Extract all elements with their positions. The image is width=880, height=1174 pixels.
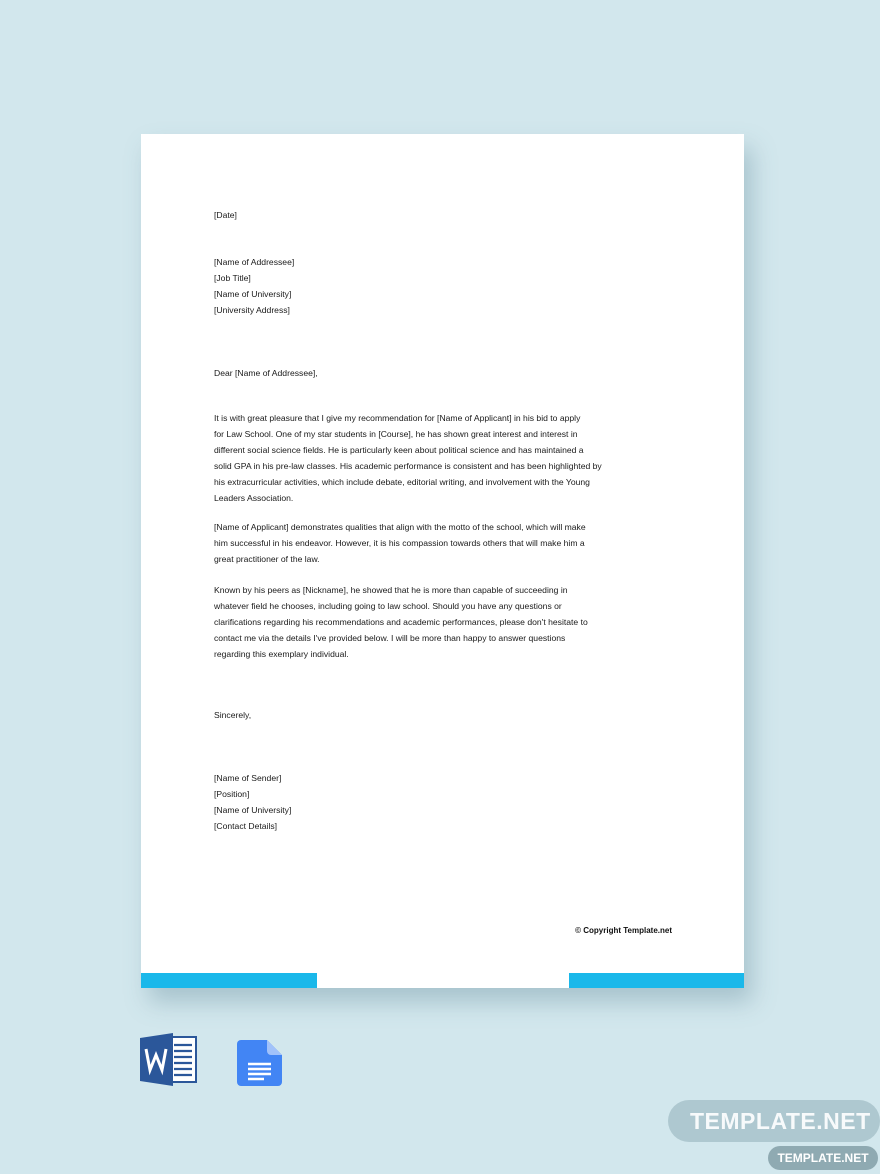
text-line: whatever field he chooses, including going to law school. Should you have any questions or — [214, 601, 562, 611]
text-line: Dear [Name of Addressee], — [214, 368, 318, 378]
text-line: his extracurricular activities, which include debate, editorial writing, and involvement with the Young — [214, 477, 590, 487]
text-line: great practitioner of the law. — [214, 554, 320, 564]
text-line: [Name of University] — [214, 289, 292, 299]
text-line: It is with great pleasure that I give my recommendation for [Name of Applicant] in his bid to apply — [214, 413, 581, 423]
text-line: Leaders Association. — [214, 493, 294, 503]
text-line: [Position] — [214, 789, 250, 799]
letter-page — [141, 134, 744, 988]
closing — [214, 707, 251, 723]
text-line: [University Address] — [214, 305, 290, 315]
text-line: [Name of Applicant] demonstrates qualities that align with the motto of the school, which will make — [214, 522, 586, 532]
text-line: regarding this exemplary individual. — [214, 649, 349, 659]
text-line: [Date] — [214, 210, 237, 220]
salutation — [214, 365, 318, 381]
template-net-watermark — [668, 1100, 880, 1142]
text-line: contact me via the details I've provided below. I will be more than happy to answer questions — [214, 633, 566, 643]
addressee-block — [214, 254, 294, 318]
text-line: [Name of Sender] — [214, 773, 282, 783]
text-line: solid GPA in his pre-law classes. His academic performance is consistent and has been highlighted by — [214, 461, 602, 471]
text-line: [Name of University] — [214, 805, 292, 815]
google-docs-icon[interactable] — [237, 1040, 282, 1086]
accent-bar-right — [569, 973, 744, 988]
paragraph-2 — [214, 519, 586, 567]
text-line: Sincerely, — [214, 710, 252, 720]
paragraph-1 — [214, 410, 602, 506]
paragraph-3 — [214, 582, 588, 662]
text-line: [Job Title] — [214, 273, 251, 283]
watermark-large-text: TEMPLATE.NET — [690, 1108, 871, 1134]
text-line: for Law School. One of my star students in [Course], he has shown great interest and interest in — [214, 429, 578, 439]
text-line: him successful in his endeavor. However, it is his compassion towards others that will make him a — [214, 538, 585, 548]
watermark-small-text: TEMPLATE.NET — [768, 1146, 878, 1170]
word-icon[interactable] — [140, 1033, 198, 1086]
copyright-text: © Copyright Template.net — [575, 926, 672, 935]
text-line: clarifications regarding his recommendations and academic performances, please don't hesitate to — [214, 617, 588, 627]
text-line: [Name of Addressee] — [214, 257, 295, 267]
accent-bar-left — [141, 973, 317, 988]
sender-block — [214, 770, 291, 834]
text-line: [Contact Details] — [214, 821, 278, 831]
text-line: Known by his peers as [Nickname], he showed that he is more than capable of succeeding in — [214, 585, 568, 595]
date-block — [214, 207, 237, 223]
text-line: different social science fields. He is particularly keen about political science and has maintained a — [214, 445, 584, 455]
